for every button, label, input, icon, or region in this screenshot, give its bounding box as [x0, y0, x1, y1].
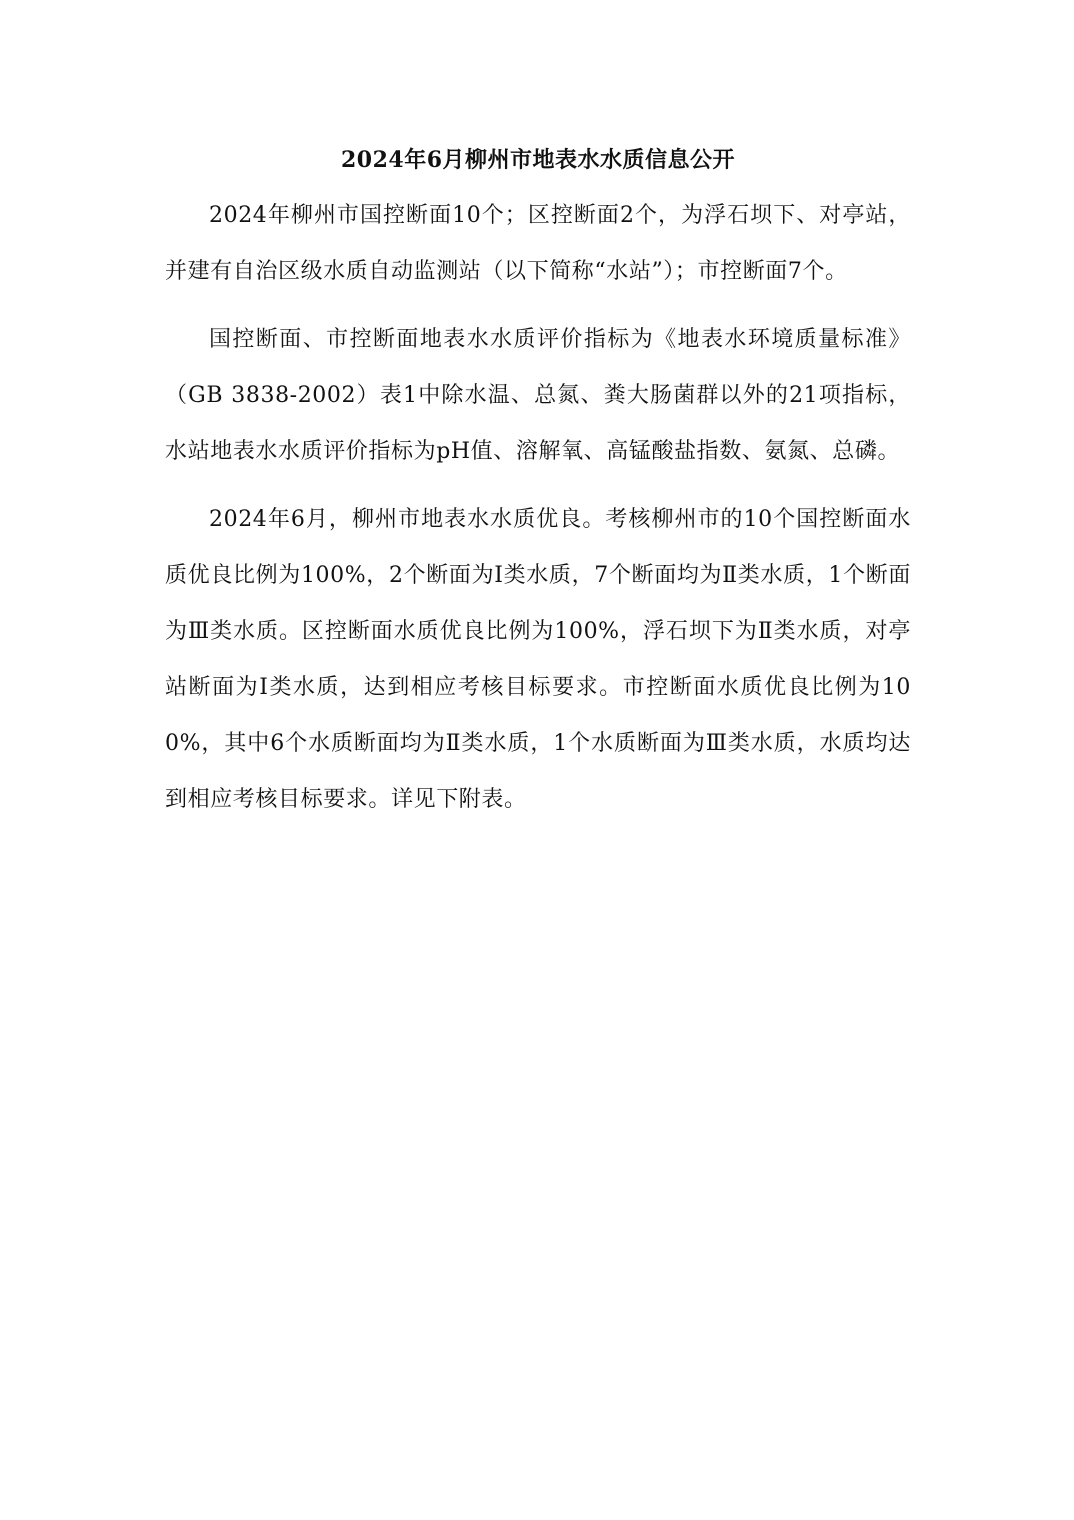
paragraph-june-results: 2024年6月，柳州市地表水水质优良。考核柳州市的10个国控断面水质优良比例为100%，2个断面为Ⅰ类水质，7个断面均为Ⅱ类水质，1个断面为Ⅲ类水质。区控断面水质优良比例为100%，浮石坝下为Ⅱ类水质，对亭站断面为Ⅰ类水质，达到相应考核目标要求。市控断面水质优良比例为100%，其中6个水质断面均为Ⅱ类水质，1个水质断面为Ⅲ类水质，水质均达到相应考核目标要求。详见下附表。 [165, 507, 911, 812]
document-body [165, 138, 911, 828]
paragraph-evaluation-indicators: 国控断面、市控断面地表水水质评价指标为《地表水环境质量标准》（GB 3838-2002）表1中除水温、总氮、粪大肠菌群以外的21项指标，水站地表水水质评价指标为pH值、溶解氧、高锰酸盐指数、氨氮、总磷。 [165, 327, 911, 464]
paragraph-sections-overview: 2024年柳州市国控断面10个；区控断面2个，为浮石坝下、对亭站，并建有自治区级水质自动监测站（以下简称“水站”）；市控断面7个。 [165, 203, 911, 284]
document-title: 2024年6月柳州市地表水水质信息公开 [340, 147, 736, 173]
